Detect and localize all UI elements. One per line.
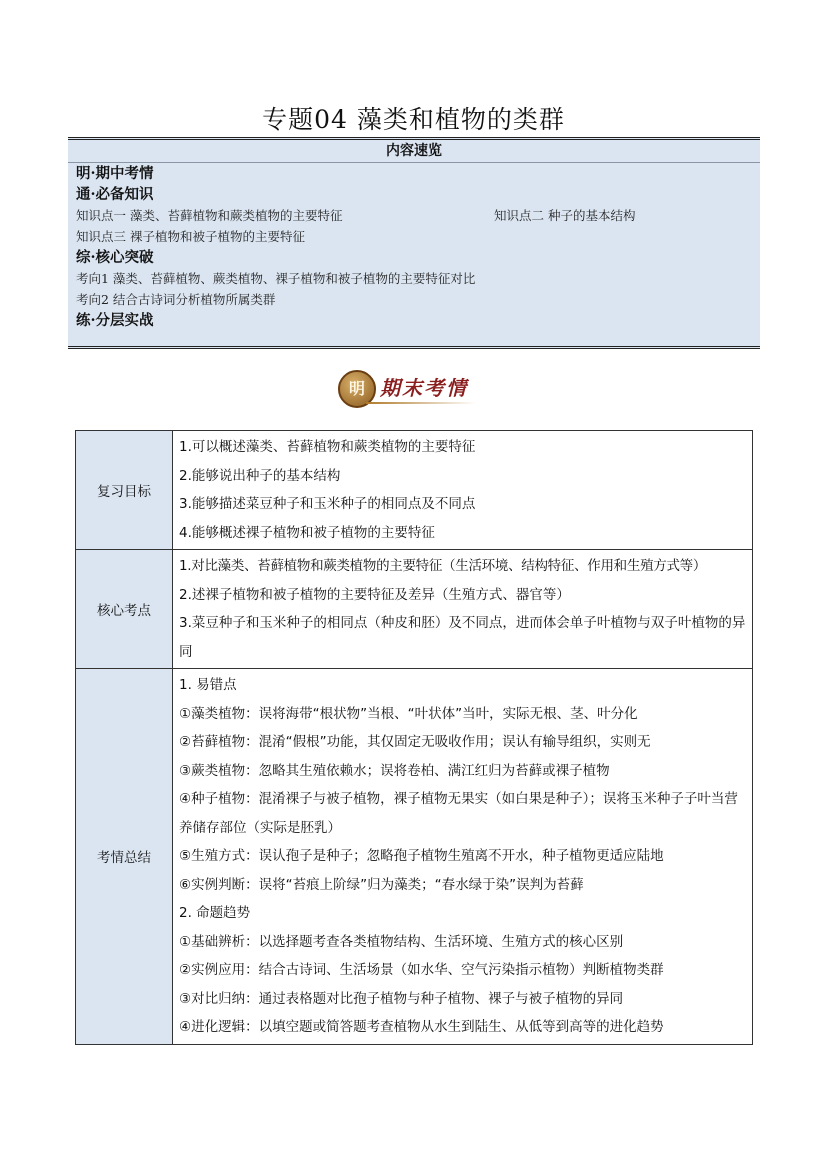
core-point-item: 1.对比藻类、苔藓植物和蕨类植物的主要特征（生活环境、结构特征、作用和生殖方式等） <box>179 558 707 574</box>
overview-header: 内容速览 <box>68 140 760 163</box>
trend-item: ①基础辨析：以选择题考查各类植物结构、生活环境、生殖方式的核心区别 <box>179 933 624 950</box>
trend-item: ③对比归纳：通过表格题对比孢子植物与种子植物、裸子与被子植物的异同 <box>179 990 624 1007</box>
trends-heading: 2. 命题趋势 <box>179 905 251 921</box>
trend-item: ②实例应用：结合古诗词、生活场景（如水华、空气污染指示植物）判断植物类群 <box>179 962 664 978</box>
errors-heading: 1. 易错点 <box>179 677 237 693</box>
review-goal-item: 4.能够概述裸子植物和被子植物的主要特征 <box>179 524 435 541</box>
error-item: ⑥实例判断：误将“苔痕上阶绿”归为藻类；“春水绿于染”误判为苔藓 <box>179 876 584 893</box>
summary-cell <box>173 669 753 1045</box>
table-row-review-goals <box>76 431 753 550</box>
error-item: ⑤生殖方式：误认孢子是种子；忽略孢子植物生殖离不开水，种子植物更适应陆地 <box>179 848 664 864</box>
row-label-summary: 考情总结 <box>76 669 173 1045</box>
badge-title: 期末考情 <box>380 376 468 400</box>
overview-section-exam: 明·期中考情 <box>76 165 154 182</box>
overview-knowledge-3: 知识点三 裸子植物和被子植物的主要特征 <box>76 229 305 244</box>
error-item: ①藻类植物：误将海带“根状物”当根、“叶状体”当叶，实际无根、茎、叶分化 <box>179 705 638 722</box>
content-overview-box <box>68 137 760 349</box>
error-item: ④种子植物：混淆裸子与被子植物，裸子植物无果实（如白果是种子）；误将玉米种子子叶当营养储存部位（实际是胚乳） <box>179 791 738 836</box>
table-row-core-points <box>76 550 753 669</box>
core-point-item: 2.述裸子植物和被子植物的主要特征及差异（生殖方式、器官等） <box>179 586 570 603</box>
badge-seal-icon: 明 <box>338 370 376 408</box>
overview-knowledge-1: 知识点一 藻类、苔藓植物和蕨类植物的主要特征 <box>76 208 343 223</box>
core-points-cell <box>173 550 753 669</box>
review-goal-item: 3.能够描述菜豆种子和玉米种子的相同点及不同点 <box>179 496 476 512</box>
overview-section-core: 综·核心突破 <box>76 249 154 266</box>
core-point-item: 3.菜豆种子和玉米种子的相同点（种皮和胚）及不同点，进而体会单子叶植物与双子叶植物的异同 <box>179 615 746 660</box>
review-goals-cell <box>173 431 753 550</box>
page-title: 专题04 藻类和植物的类群 <box>262 105 565 134</box>
overview-knowledge-2: 知识点二 种子的基本结构 <box>494 208 636 223</box>
review-goal-item: 1.可以概述藻类、苔藓植物和蕨类植物的主要特征 <box>179 439 476 455</box>
trend-item: ④进化逻辑：以填空题或简答题考查植物从水生到陆生、从低等到高等的进化趋势 <box>179 1019 664 1035</box>
row-label-review-goals: 复习目标 <box>76 431 173 550</box>
badge-underline <box>366 402 476 404</box>
overview-section-knowledge: 通·必备知识 <box>76 186 154 203</box>
exam-info-table <box>75 430 753 1045</box>
exam-badge <box>338 368 488 408</box>
overview-section-practice: 练·分层实战 <box>76 312 154 329</box>
error-item: ②苔藓植物：混淆“假根”功能，其仅固定无吸收作用；误认有输导组织，实则无 <box>179 734 651 750</box>
error-item: ③蕨类植物：忽略其生殖依赖水；误将卷柏、满江红归为苔藓或裸子植物 <box>179 762 610 779</box>
table-row-summary <box>76 669 753 1045</box>
overview-direction-2: 考向2 结合古诗词分析植物所属类群 <box>76 292 276 307</box>
row-label-core-points: 核心考点 <box>76 550 173 669</box>
review-goal-item: 2.能够说出种子的基本结构 <box>179 467 341 484</box>
overview-direction-1: 考向1 藻类、苔藓植物、蕨类植物、裸子植物和被子植物的主要特征对比 <box>76 271 476 286</box>
